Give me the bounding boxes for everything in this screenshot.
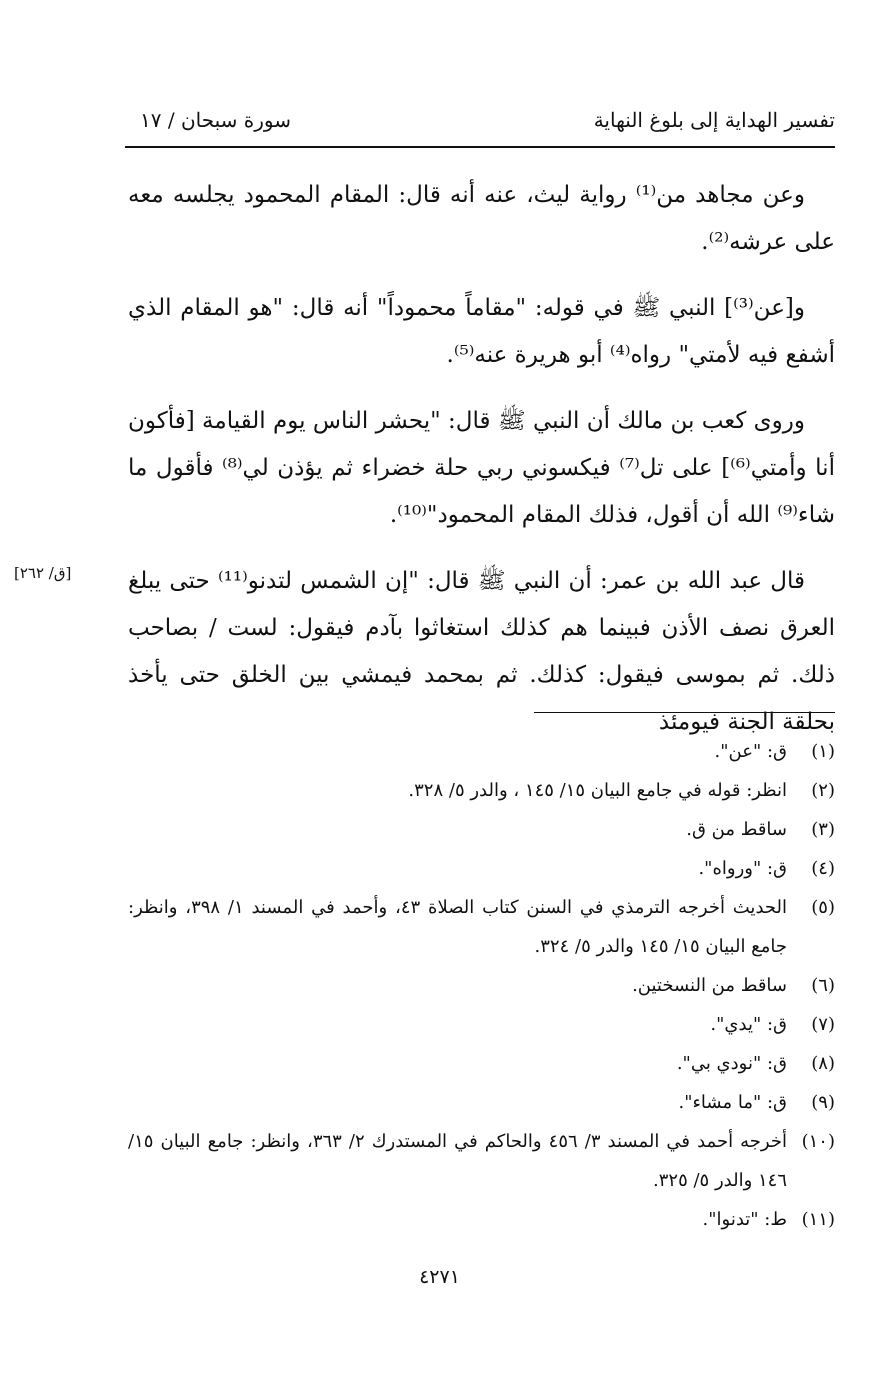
footnote-text: ق: "ما مشاء". — [678, 1092, 787, 1113]
footnote-divider — [534, 712, 835, 713]
footnote-text: ط: "تدنوا". — [702, 1209, 787, 1230]
footnote-number: (٦) — [811, 975, 835, 996]
footnote-text: ساقط من ق. — [686, 819, 787, 840]
header-divider — [125, 146, 835, 148]
footnote-number: (١١) — [801, 1209, 835, 1230]
footnote-item — [128, 771, 835, 810]
running-header-book-title: تفسير الهداية إلى بلوغ النهاية — [593, 108, 835, 132]
paragraph: وعن مجاهد من⁽¹⁾ رواية ليث، عنه أنه قال: المقام المحمود يجلسه معه على عرشه⁽²⁾. — [128, 182, 835, 255]
footnotes-list — [128, 732, 835, 1239]
paragraph: وروى كعب بن مالك أن النبي ﷺ قال: "يحشر الناس يوم القيامة [فأكون أنا وأمتي⁽⁶⁾] على تل⁽⁷⁾ فيكسوني ربي حلة خضراء ثم يؤذن لي⁽⁸⁾ فأقول ما شاء⁽⁹⁾ الله أن أقول، فذلك المقام المحمود"⁽¹⁰⁾. — [128, 408, 835, 528]
footnote-item — [128, 1083, 835, 1122]
paragraph: قال عبد الله بن عمر: أن النبي ﷺ قال: "إن الشمس لتدنو⁽¹¹⁾ حتى يبلغ العرق نصف الأذن فبينما هم كذلك استغاثوا بآدم فيقول: لست / بصاحب ذلك. ثم بموسى فيقول: كذلك. ثم بمحمد فيمشي بين الخلق حتى يأخذ بحلقة الجنة فيومئذ — [128, 568, 835, 735]
footnote-number: (١) — [811, 741, 835, 762]
paragraph: و[عن⁽³⁾] النبي ﷺ في قوله: "مقاماً محموداً" أنه قال: "هو المقام الذي أشفع فيه لأمتي" رواه⁽⁴⁾ أبو هريرة عنه⁽⁵⁾. — [128, 295, 835, 368]
footnote-text: ق: "يدي". — [710, 1014, 787, 1035]
footnote-text: انظر: قوله في جامع البيان ١٥/ ١٤٥ ، والدر ٥/ ٣٢٨. — [408, 780, 787, 801]
footnote-number: (٩) — [811, 1092, 835, 1113]
main-text — [128, 172, 835, 765]
footnote-item — [128, 1005, 835, 1044]
footnote-item — [128, 888, 835, 966]
footnote-number: (٣) — [811, 819, 835, 840]
footnote-number: (٥) — [811, 897, 835, 918]
footnote-number: (٨) — [811, 1053, 835, 1074]
footnote-text: أخرجه أحمد في المسند ٣/ ٤٥٦ والحاكم في المستدرك ٢/ ٣٦٣، وانظر: جامع البيان ١٥/ ١٤٦ والدر ٥/ ٣٢٥. — [128, 1131, 787, 1191]
footnote-text: ساقط من النسختين. — [632, 975, 787, 996]
footnote-item — [128, 1200, 835, 1239]
footnote-text: ق: "نودي بي". — [676, 1053, 787, 1074]
footnote-item — [128, 732, 835, 771]
running-header-chapter: سورة سبحان / ١٧ — [140, 108, 292, 132]
footnote-item — [128, 1122, 835, 1200]
manuscript-folio-marker: [ق/ ٢٦٢] — [14, 564, 72, 582]
footnote-text: الحديث أخرجه الترمذي في السنن كتاب الصلاة ٤٣، وأحمد في المسند ١/ ٣٩٨، وانظر: جامع البيان ١٥/ ١٤٥ والدر ٥/ ٣٢٤. — [128, 897, 787, 957]
footnote-number: (٢) — [811, 780, 835, 801]
page-number: ٤٢٧١ — [419, 1266, 460, 1288]
footnote-text: ق: "عن". — [714, 741, 787, 762]
footnote-number: (٤) — [811, 858, 835, 879]
footnote-item — [128, 810, 835, 849]
footnote-item — [128, 849, 835, 888]
footnote-number: (١٠) — [801, 1131, 835, 1152]
footnote-text: ق: "ورواه". — [698, 858, 787, 879]
footnote-item — [128, 966, 835, 1005]
footnote-number: (٧) — [811, 1014, 835, 1035]
footnote-item — [128, 1044, 835, 1083]
